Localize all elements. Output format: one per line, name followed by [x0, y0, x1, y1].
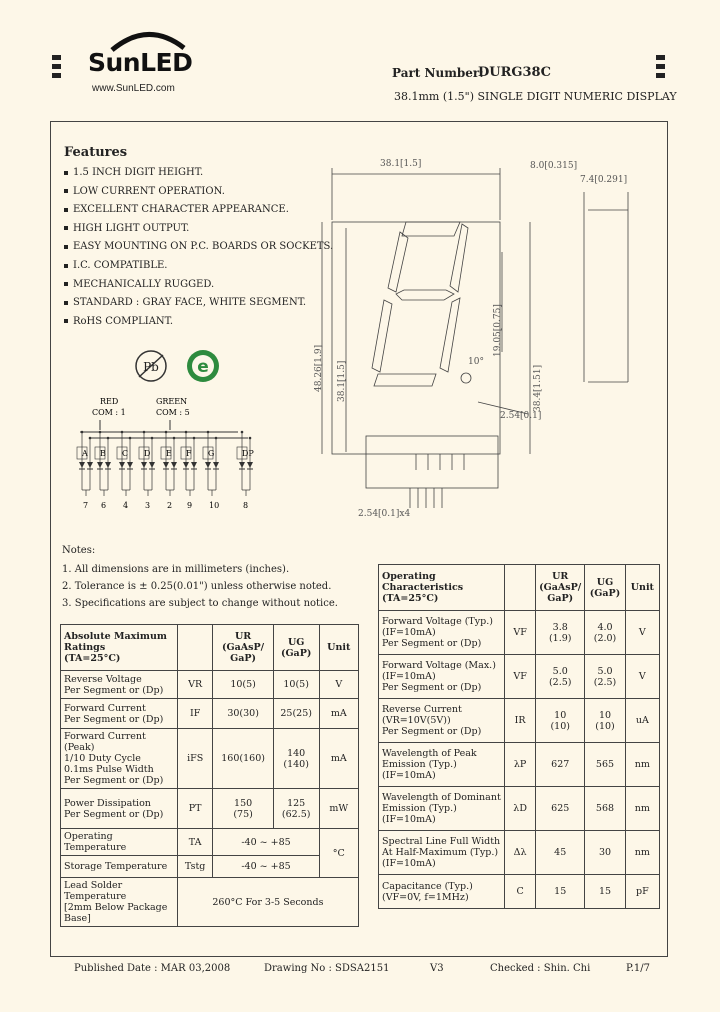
bullet-icon [64, 171, 68, 175]
rohs-e-icon [185, 348, 221, 384]
junction-dot [143, 431, 146, 434]
junction-dot [165, 431, 168, 434]
pin-number: 3 [145, 501, 151, 510]
ur-cell: 160(160) [213, 729, 273, 789]
ur-cell: 627 [536, 743, 585, 787]
segment-dp [461, 373, 471, 383]
segment-label-a: A [82, 449, 88, 458]
segment-label-d: D [144, 449, 151, 458]
unit-cell: nm [625, 743, 659, 787]
table-row [61, 856, 359, 878]
subtitle: 38.1mm (1.5") SINGLE DIGIT NUMERIC DISPLAY [394, 90, 677, 103]
junction-dot [185, 431, 188, 434]
feature-text: LOW CURRENT OPERATION. [73, 185, 225, 197]
unit-cell: °C [319, 829, 358, 878]
segment-c [440, 298, 460, 372]
segment-f [388, 232, 408, 292]
unit-cell: mA [319, 699, 358, 729]
param-cell: Storage Temperature [61, 856, 178, 878]
diode-icon [171, 462, 177, 468]
front-outline [332, 222, 500, 454]
abs-col-unit: Unit [319, 625, 358, 671]
op-col-ug: UG (GaP) [585, 565, 625, 611]
absolute-max-ratings-table [60, 624, 359, 927]
unit-cell: mA [319, 729, 358, 789]
operating-characteristics-table [378, 564, 660, 909]
segment-label-b: B [100, 449, 106, 458]
ug-cell: 10(5) [273, 671, 319, 699]
ug-cell: 5.0 (2.5) [585, 655, 625, 699]
table-row [61, 829, 359, 856]
unit-cell: uA [625, 699, 659, 743]
side-top2-label: 7.4[0.291] [580, 175, 628, 185]
range-cell: -40 ~ +85 [213, 856, 319, 878]
corner-mark [656, 64, 665, 69]
logo: SunLED [88, 48, 193, 77]
pb-text: Pb [143, 360, 159, 374]
ug-cell: 10 (10) [585, 699, 625, 743]
unit-cell: V [319, 671, 358, 699]
green-com: COM : 5 [156, 408, 190, 417]
table-row [61, 671, 359, 699]
circuit-diagram [60, 392, 270, 514]
table-row [379, 699, 660, 743]
ur-cell: 10 (10) [536, 699, 585, 743]
segment-label-g: G [208, 449, 215, 458]
feature-item [64, 204, 289, 215]
op-col-ur: UR (GaAsP/ GaP) [536, 565, 585, 611]
part-number-label: Part Number: [392, 66, 484, 80]
corner-mark [656, 73, 665, 78]
table-row [379, 655, 660, 699]
red-com: COM : 1 [92, 408, 126, 417]
table-row [61, 729, 359, 789]
note-item: 1. All dimensions are in millimeters (inches). [62, 564, 290, 575]
green-label: GREEN [156, 397, 188, 406]
junction-dot [129, 437, 132, 440]
ug-cell: 125 (62.5) [273, 789, 319, 829]
feature-item [64, 223, 189, 234]
feature-item [64, 316, 173, 327]
pin-number: 10 [209, 501, 220, 510]
param-cell: Forward Current Per Segment or (Dp) [61, 699, 178, 729]
segment-b [450, 224, 468, 292]
junction-dot [207, 431, 210, 434]
e-text: e [197, 357, 209, 377]
symbol-cell: IR [505, 699, 536, 743]
op-cond: (TA=25°C) [382, 593, 439, 604]
symbol-cell: VF [505, 611, 536, 655]
table-row [379, 787, 660, 831]
dim-right-label: 38.4[1.51] [533, 364, 543, 412]
side-top-label: 8.0[0.315] [530, 161, 578, 171]
table-row [379, 831, 660, 875]
diode-icon [141, 462, 147, 468]
ur-cell: 10(5) [213, 671, 273, 699]
ur-cell: 30(30) [213, 699, 273, 729]
segment-a [402, 222, 460, 236]
param-cell: Capacitance (Typ.) (VF=0V, f=1MHz) [379, 875, 505, 909]
junction-dot [173, 437, 176, 440]
corner-mark [52, 55, 61, 60]
diode-icon [213, 462, 219, 468]
symbol-cell: VR [177, 671, 213, 699]
table-row [379, 611, 660, 655]
segment-label-c: C [122, 449, 129, 458]
diode-icon [191, 462, 197, 468]
feature-text: I.C. COMPATIBLE. [73, 260, 168, 271]
segment-label-e: E [166, 449, 172, 458]
unit-cell: V [625, 611, 659, 655]
unit-cell: nm [625, 787, 659, 831]
ug-cell: 25(25) [273, 699, 319, 729]
angle-label: 10° [468, 357, 484, 367]
published-date: Published Date : MAR 03,2008 [74, 963, 231, 974]
ug-cell: 4.0 (2.0) [585, 611, 625, 655]
symbol-cell: IF [177, 699, 213, 729]
pin-pitch-x4-label: 2.54[0.1]x4 [358, 509, 411, 519]
feature-item [64, 241, 333, 252]
table-row [61, 789, 359, 829]
diode-icon [87, 462, 93, 468]
dim-width-label: 38.1[1.5] [380, 159, 422, 169]
bullet-icon [64, 189, 68, 193]
ur-cell: 3.8 (1.9) [536, 611, 585, 655]
pin-number: 8 [243, 501, 249, 510]
param-cell: Reverse Voltage Per Segment or (Dp) [61, 671, 178, 699]
unit-cell: mW [319, 789, 358, 829]
table-row [61, 878, 359, 927]
bullet-icon [64, 245, 68, 249]
ur-cell: 15 [536, 875, 585, 909]
pin-number: 9 [187, 501, 193, 510]
dim-digit-label: 38.1[1.5] [337, 360, 347, 402]
param-cell: Spectral Line Full Width At Half-Maximum (Typ.) (IF=10mA) [379, 831, 505, 875]
symbol-cell: λD [505, 787, 536, 831]
feature-text: MECHANICALLY RUGGED. [73, 278, 215, 290]
bullet-icon [64, 282, 68, 286]
pin-number: 6 [101, 501, 107, 510]
unit-cell: nm [625, 831, 659, 875]
feature-item [64, 186, 225, 197]
unit-cell: pF [625, 875, 659, 909]
abs-col-ur: UR (GaAsP/ GaP) [213, 625, 273, 671]
junction-dot [121, 431, 124, 434]
param-cell: Power Dissipation Per Segment or (Dp) [61, 789, 178, 829]
diode-icon [105, 462, 111, 468]
param-cell: Lead Solder Temperature [2mm Below Package Base] [61, 878, 178, 927]
table-row [61, 699, 359, 729]
feature-text: HIGH LIGHT OUTPUT. [73, 222, 190, 234]
diode-icon [79, 462, 85, 468]
param-cell: Forward Current (Peak) 1/10 Duty Cycle 0.1ms Pulse Width Per Segment or (Dp) [61, 729, 178, 789]
junction-dot [89, 437, 92, 440]
param-cell: Wavelength of Peak Emission (Typ.) (IF=10mA) [379, 743, 505, 787]
feature-text: EASY MOUNTING ON P.C. BOARDS OR SOCKETS. [73, 241, 334, 253]
pin-pitch-label: 2.54[0.1] [500, 411, 542, 421]
symbol-cell: Δλ [505, 831, 536, 875]
diode-icon [183, 462, 189, 468]
segment-label-dp: DP [242, 449, 254, 458]
param-cell: Wavelength of Dominant Emission (Typ.) (IF=10mA) [379, 787, 505, 831]
feature-text: RoHS COMPLIANT. [73, 315, 174, 327]
feature-text: EXCELLENT CHARACTER APPEARANCE. [73, 204, 289, 216]
table-row [379, 743, 660, 787]
junction-dot [99, 431, 102, 434]
pin-number: 2 [167, 501, 173, 510]
segment-d [374, 374, 436, 386]
feature-item [64, 260, 167, 271]
feature-item [64, 279, 214, 290]
symbol-cell: TA [177, 829, 213, 856]
ug-cell: 568 [585, 787, 625, 831]
corner-mark [656, 55, 665, 60]
ug-cell: 140 (140) [273, 729, 319, 789]
junction-dot [151, 437, 154, 440]
features-title: Features [64, 145, 128, 160]
symbol-cell: λP [505, 743, 536, 787]
ug-cell: 30 [585, 831, 625, 875]
op-title: Operating Characteristics [382, 571, 464, 593]
feature-text: STANDARD : GRAY FACE, WHITE SEGMENT. [73, 297, 307, 309]
bullet-icon [64, 301, 68, 305]
diode-icon [205, 462, 211, 468]
ur-cell: 625 [536, 787, 585, 831]
version: V3 [430, 963, 444, 974]
note-item: 3. Specifications are subject to change without notice. [62, 598, 338, 609]
junction-dot [81, 431, 84, 434]
feature-item [64, 167, 203, 178]
symbol-cell: iFS [177, 729, 213, 789]
solder-cell: 260°C For 3-5 Seconds [177, 878, 358, 927]
page-number: P.1/7 [626, 963, 650, 974]
diode-icon [97, 462, 103, 468]
param-cell: Forward Voltage (Max.) (IF=10mA) Per Segment or (Dp) [379, 655, 505, 699]
pin-number: 7 [83, 501, 89, 510]
param-cell: Reverse Current (VR=10V(5V)) Per Segment or (Dp) [379, 699, 505, 743]
symbol-cell: VF [505, 655, 536, 699]
param-cell: Forward Voltage (Typ.) (IF=10mA) Per Segment or (Dp) [379, 611, 505, 655]
diode-icon [247, 462, 253, 468]
range-cell: -40 ~ +85 [213, 829, 319, 856]
ur-cell: 5.0 (2.5) [536, 655, 585, 699]
diode-icon [149, 462, 155, 468]
segment-g [396, 290, 454, 300]
diode-icon [163, 462, 169, 468]
feature-item [64, 297, 306, 308]
junction-dot [193, 437, 196, 440]
feature-text: 1.5 INCH DIGIT HEIGHT. [73, 167, 204, 178]
param-cell: Operating Temperature [61, 829, 178, 856]
abs-cond: (TA=25°C) [64, 653, 121, 664]
website: www.SunLED.com [92, 83, 175, 94]
unit-cell: V [625, 655, 659, 699]
pb-free-icon [134, 349, 168, 383]
drawing-number: Drawing No : SDSA2151 [264, 963, 390, 974]
note-item: 2. Tolerance is ± 0.25(0.01") unless otherwise noted. [62, 581, 332, 592]
red-label: RED [100, 397, 119, 406]
abs-col-ug: UG (GaP) [273, 625, 319, 671]
ug-cell: 15 [585, 875, 625, 909]
junction-dot [107, 437, 110, 440]
abs-title: Absolute Maximum Ratings [64, 631, 167, 653]
junction-dot [241, 431, 244, 434]
part-number: DURG38C [478, 65, 551, 80]
corner-mark [52, 64, 61, 69]
bottom-view [366, 436, 498, 488]
table-row [379, 875, 660, 909]
bullet-icon [64, 226, 68, 230]
junction-dot [215, 437, 218, 440]
symbol-cell: Tstg [177, 856, 213, 878]
diode-icon [119, 462, 125, 468]
bullet-icon [64, 208, 68, 212]
segment-label-f: F [186, 449, 192, 458]
pin-number: 4 [123, 501, 129, 510]
notes-title: Notes: [62, 545, 96, 556]
ug-cell: 565 [585, 743, 625, 787]
ur-cell: 150 (75) [213, 789, 273, 829]
symbol-cell: PT [177, 789, 213, 829]
op-col-unit: Unit [625, 565, 659, 611]
bullet-icon [64, 319, 68, 323]
dim-seg-label: 19.05[0.75] [493, 304, 503, 357]
mechanical-drawing [314, 152, 663, 527]
symbol-cell: C [505, 875, 536, 909]
ur-cell: 45 [536, 831, 585, 875]
corner-mark [52, 73, 61, 78]
diode-icon [127, 462, 133, 468]
junction-dot [249, 437, 252, 440]
bullet-icon [64, 264, 68, 268]
segment-e [372, 300, 392, 372]
dim-height-label: 48.26[1.9] [314, 344, 324, 392]
checked-by: Checked : Shin. Chi [490, 963, 591, 974]
diode-icon [239, 462, 245, 468]
